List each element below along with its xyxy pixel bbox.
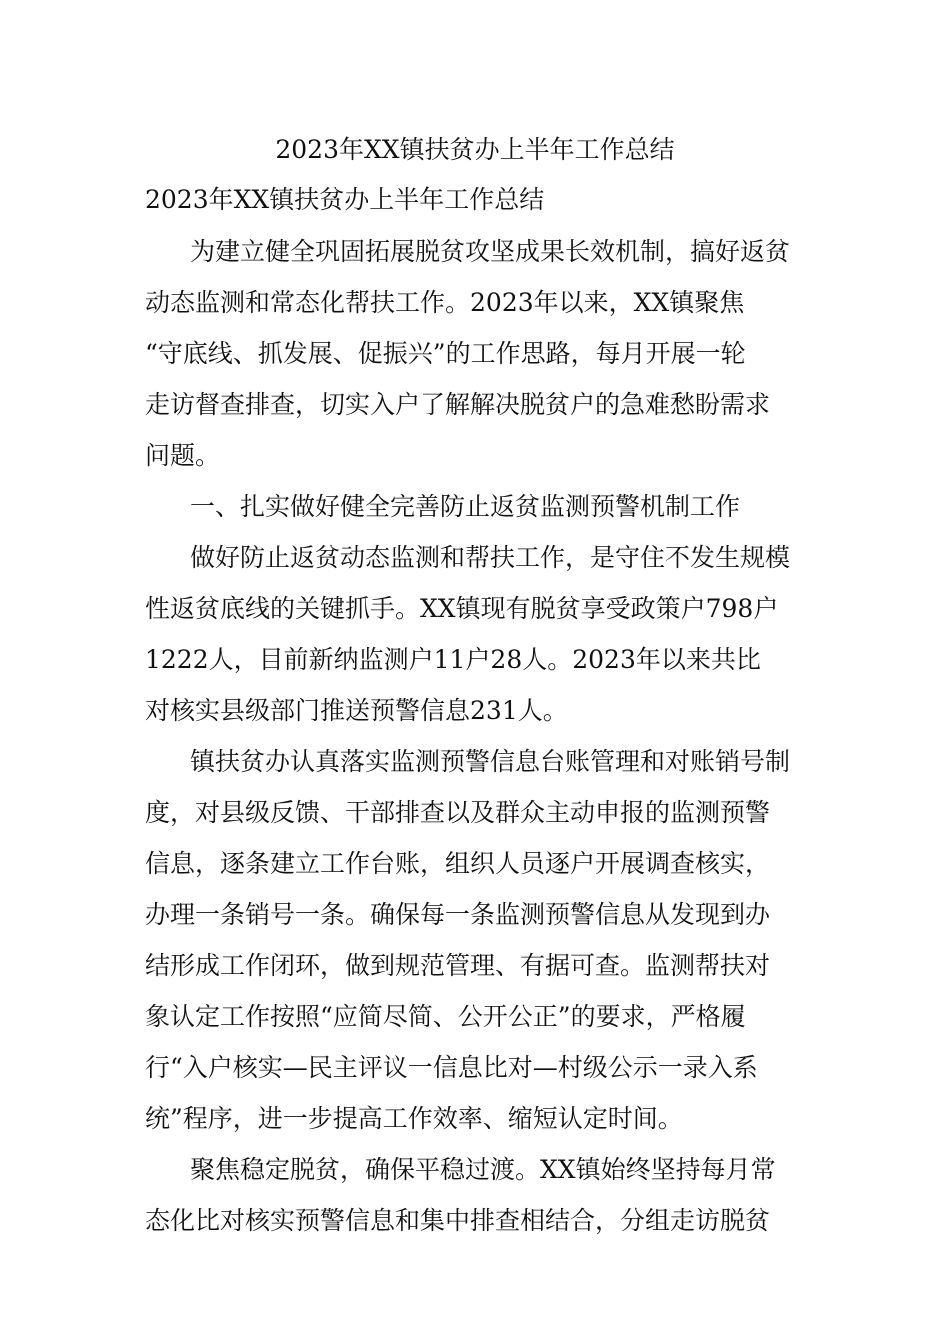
paragraph-line: 为建立健全巩固拓展脱贫攻坚成果长效机制，搞好返贫 bbox=[190, 237, 791, 266]
paragraph-ledger bbox=[145, 736, 807, 1144]
paragraph-line: 结形成工作闭环，做到规范管理、有据可查。监测帮扶对 bbox=[145, 951, 771, 980]
paragraph-line: 办理一条销号一条。确保每一条监测预警信息从发现到办 bbox=[145, 900, 771, 929]
paragraph-line: 动态监测和常态化帮扶工作。2023年以来，XX镇聚焦 bbox=[145, 288, 745, 317]
paragraph-line: 度，对县级反馈、干部排查以及群众主动申报的监测预警 bbox=[145, 798, 771, 827]
paragraph-line: “守底线、抓发展、促振兴”的工作思路，每月开展一轮 bbox=[145, 339, 746, 368]
paragraph-line: 统”程序，进一步提高工作效率、缩短认定时间。 bbox=[145, 1104, 683, 1133]
paragraph-line: 态化比对核实预警信息和集中排查相结合，分组走访脱贫 bbox=[145, 1206, 771, 1235]
paragraph-line: 对核实县级部门推送预警信息231人。 bbox=[145, 696, 568, 725]
paragraph-statistics bbox=[145, 532, 807, 736]
paragraph-line: 象认定工作按照“应简尽简、公开公正”的要求，严格履 bbox=[145, 1002, 746, 1031]
document-title: 2023年XX镇扶贫办上半年工作总结 bbox=[275, 135, 675, 164]
section-heading-text: 一、扎实做好健全完善防止返贫监测预警机制工作 bbox=[190, 492, 741, 521]
paragraph-line: 行“入户核实—民主评议一信息比对—村级公示一录入系 bbox=[145, 1053, 758, 1082]
document-subtitle: 2023年XX镇扶贫办上半年工作总结 bbox=[145, 185, 545, 214]
paragraph-line: 问题。 bbox=[145, 441, 221, 470]
paragraph-line: 走访督查排查，切实入户了解解决脱贫户的急难愁盼需求 bbox=[145, 390, 771, 419]
document-body bbox=[145, 226, 807, 1246]
paragraph-line: 性返贫底线的关键抓手。XX镇现有脱贫享受政策户798户 bbox=[145, 594, 779, 623]
section-heading bbox=[145, 481, 807, 532]
paragraph-line: 信息，逐条建立工作台账，组织人员逐户开展调查核实， bbox=[145, 849, 771, 878]
paragraph-intro bbox=[145, 226, 807, 481]
paragraph-line: 镇扶贫办认真落实监测预警信息台账管理和对账销号制 bbox=[190, 747, 791, 776]
paragraph-line: 做好防止返贫动态监测和帮扶工作，是守住不发生规模 bbox=[190, 543, 791, 572]
paragraph-stabilization bbox=[145, 1144, 807, 1246]
paragraph-line: 聚焦稳定脱贫，确保平稳过渡。XX镇始终坚持每月常 bbox=[190, 1155, 776, 1184]
paragraph-line: 1222人，目前新纳监测户11户28人。2023年以来共比 bbox=[145, 645, 761, 674]
